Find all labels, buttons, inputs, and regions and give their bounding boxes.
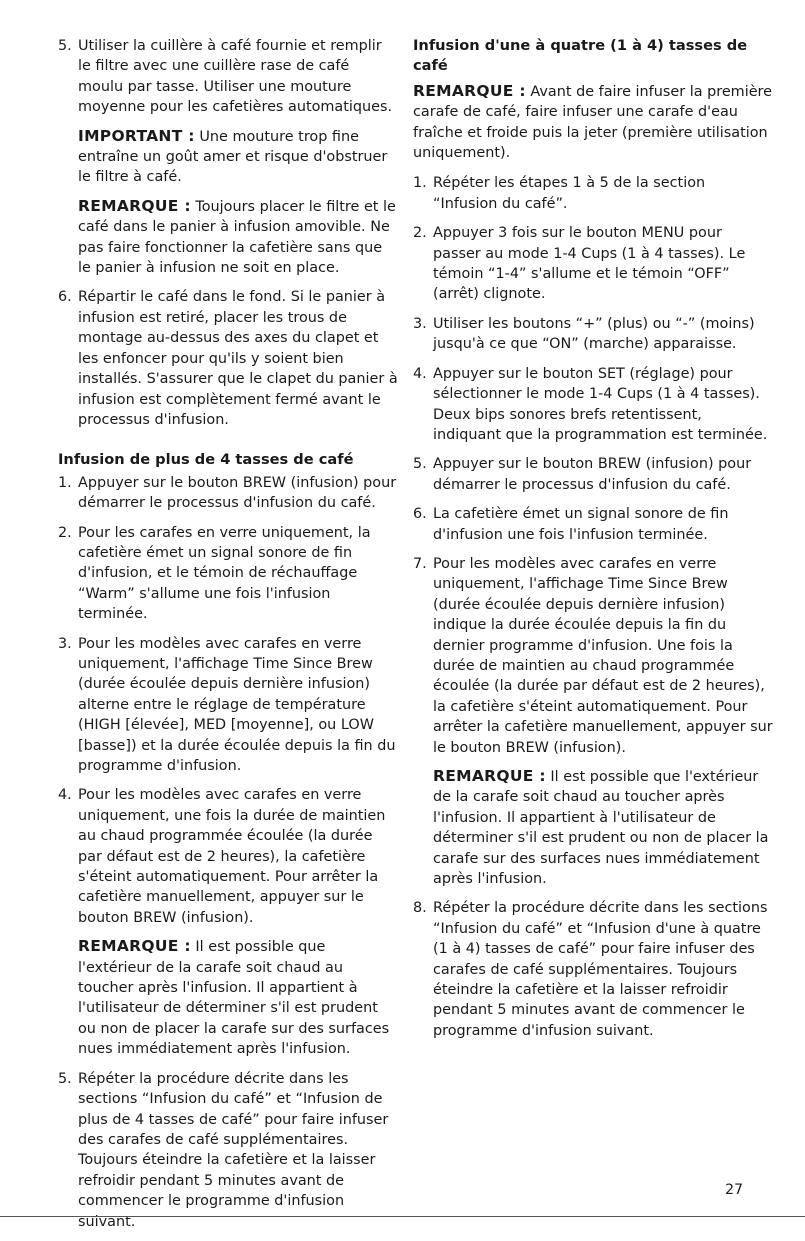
item-text: La cafetière émet un signal sonore de fin d'infusion une fois l'infusion terminée. [433, 506, 729, 543]
intro-note [413, 81, 773, 164]
item-text: Appuyer sur le bouton BREW (infusion) pour démarrer le processus d'infusion du café. [433, 456, 752, 493]
item-text: Appuyer sur le bouton BREW (infusion) pour démarrer le processus d'infusion du café. [78, 474, 397, 512]
note-text: Il est possible que l'extérieur de la carafe soit chaud au toucher après l'infusion. Il appartient à l'utilisateur de déterminer s'il est prudent ou non de placer la carafe sur des surfaces nues immédiatement après l'infusion. [78, 939, 390, 1058]
list-item [58, 287, 398, 430]
right-column [413, 36, 773, 1050]
remark-note [433, 766, 773, 889]
item-text: Utiliser les boutons “+” (plus) ou “-” (moins) jusqu'à ce que “ON” (marche) apparaisse. [433, 315, 755, 353]
item-text: Pour les carafes en verre uniquement, la cafetière émet un signal sonore de fin d'infusion, et le témoin de réchauffage “Warm” s'allume une fois l'infusion terminée. [78, 524, 371, 623]
item-number: 1. [58, 474, 72, 491]
note-tag: IMPORTANT : [78, 126, 195, 145]
list-item [413, 454, 773, 495]
item-number: 3. [58, 635, 72, 652]
item-number: 3. [413, 315, 427, 332]
list-item [413, 314, 773, 355]
item-text: Répéter la procédure décrite dans les sections “Infusion du café” et “Infusion de plus de 4 tasses de café” pour faire infuser des carafes de café supplémentaires. Toujours éteindre la cafetière et la laisser refroidir pendant 5 minutes avant de commencer le programme d'infusion suivant. [78, 1070, 389, 1230]
note-tag: REMARQUE : [433, 767, 546, 785]
list-item [413, 898, 773, 1041]
note-tag: REMARQUE : [78, 196, 191, 215]
item-number: 4. [58, 787, 72, 804]
item-text: Pour les modèles avec carafes en verre uniquement, l'affichage Time Since Brew (durée écoulée depuis dernière infusion) alterne entre le réglage de température (HIGH [élevée], MED [moyenne], ou LOW [basse]) et la durée écoulée depuis la fin du programme d'infusion. [78, 635, 396, 774]
item-text: Répéter la procédure décrite dans les sections “Infusion du café” et “Infusion d'une à quatre (1 à 4) tasses de café” pour faire infuser des carafes de café supplémentaires. Toujours éteindre la cafetière et la laisser refroidir pendant 5 minutes avant de commencer le programme d'infusion suivant. [433, 900, 768, 1039]
section-heading: Infusion d'une à quatre (1 à 4) tasses de café [413, 37, 748, 75]
note-tag: REMARQUE : [78, 937, 191, 956]
item-text: Répéter les étapes 1 à 5 de la section “Infusion du café”. [433, 175, 706, 212]
list-item [413, 223, 773, 305]
list-item [413, 364, 773, 446]
item-number: 2. [413, 225, 427, 242]
item-text: Répartir le café dans le fond. Si le panier à infusion est retiré, placer les trous de montage au-dessus des axes du clapet et les enfoncer pour qu'ils y soient bien installés. S'assurer que le clapet du panier à infusion est complètement fermé avant le processus d'infusion. [78, 289, 398, 428]
note-text: Toujours placer le filtre et le café dans le panier à infusion amovible. Ne pas faire fonctionner la cafetière sans que le panier à infusion ne soit en place. [78, 198, 396, 277]
important-note [78, 126, 398, 188]
note-text: Une mouture trop fine entraîne un goût amer et risque d'obstruer le filtre à café. [78, 128, 388, 186]
list-item [58, 473, 398, 514]
item-text: Pour les modèles avec carafes en verre uniquement, l'affichage Time Since Brew (durée écoulée depuis dernière infusion) indique la durée écoulée depuis la fin du dernier programme d'infusion. Une fois la durée de maintien au chaud programmée écoulée (la durée par défaut est de 2 heures), la cafetière s'éteint automatiquement. Pour arrêter la cafetière manuellement, appuyer sur le bouton BREW (infusion). [433, 555, 773, 756]
remark-note [78, 196, 398, 279]
item-number: 5. [58, 1070, 72, 1087]
item-number: 7. [413, 555, 427, 572]
item-number: 1. [413, 175, 427, 192]
item-number: 5. [413, 456, 427, 473]
bottom-rule [0, 1216, 805, 1217]
list-item [58, 785, 398, 1059]
item-number: 8. [413, 900, 427, 917]
item-number: 6. [58, 289, 72, 306]
item-text: Appuyer sur le bouton SET (réglage) pour sélectionner le mode 1-4 Cups (1 à 4 tasses). Deux bips sonores brefs retentissent, indiquant que la programmation est terminée. [433, 365, 768, 443]
left-column [58, 36, 398, 1241]
item-number: 6. [413, 506, 427, 523]
note-tag: REMARQUE : [413, 81, 526, 100]
list-item [413, 554, 773, 890]
page-number: 27 [725, 1182, 743, 1198]
list-item [413, 504, 773, 545]
list-item [58, 634, 398, 777]
remark-note [78, 936, 398, 1059]
list-item [58, 523, 398, 625]
item-text: Utiliser la cuillère à café fournie et remplir le filtre avec une cuillère rase de café moulu par tasse. Utiliser une mouture moyenne pour les cafetières automatiques. [78, 38, 393, 116]
list-item [58, 36, 398, 278]
note-text: Avant de faire infuser la première carafe de café, faire infuser une carafe d'eau fraîche et froide puis la jeter (première utilisation uniquement). [413, 83, 773, 162]
item-text: Appuyer 3 fois sur le bouton MENU pour passer au mode 1-4 Cups (1 à 4 tasses). Le témoin “1-4” s'allume et le témoin “OFF” (arrêt) clignote. [433, 225, 746, 303]
item-number: 5. [58, 38, 72, 54]
item-number: 2. [58, 524, 72, 541]
item-number: 4. [413, 365, 427, 382]
section-heading: Infusion de plus de 4 tasses de café [58, 451, 354, 469]
item-text: Pour les modèles avec carafes en verre uniquement, une fois la durée de maintien au chaud programmée écoulée (la durée par défaut est de 2 heures), la cafetière s'éteint automatiquement. Pour arrêter la cafetière manuellement, appuyer sur le bouton BREW (infusion). [78, 787, 386, 926]
note-text: Il est possible que l'extérieur de la carafe soit chaud au toucher après l'infusion. Il appartient à l'utilisateur de déterminer s'il est prudent ou non de placer la carafe sur des surfaces nues immédiatement après l'infusion. [433, 769, 769, 888]
list-item [58, 1069, 398, 1232]
list-item [413, 173, 773, 214]
